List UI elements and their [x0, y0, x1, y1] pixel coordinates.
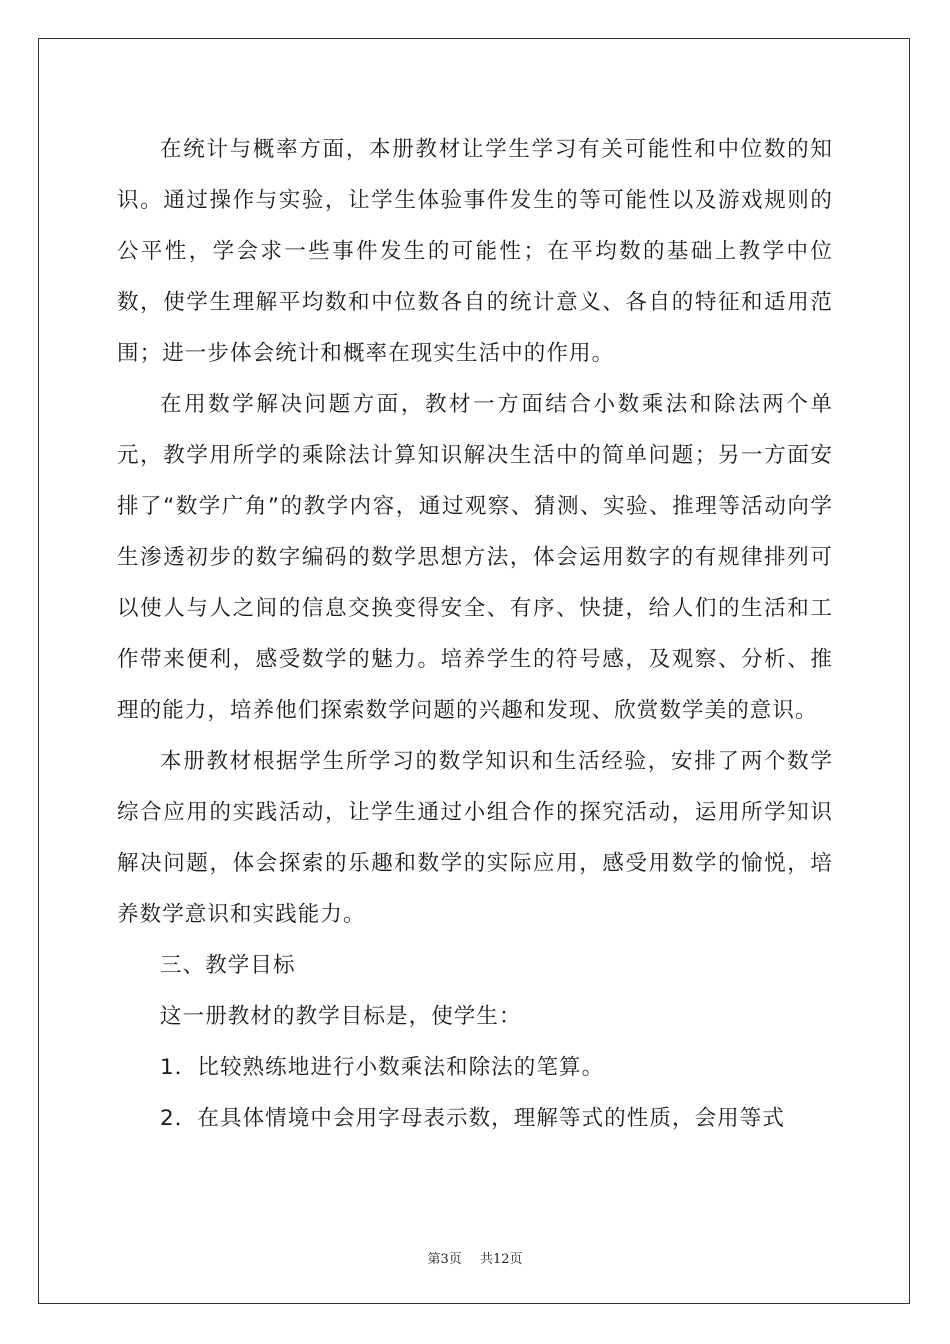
page-total: 共12页 [479, 1252, 523, 1267]
document-body [117, 124, 833, 1144]
list-item-goal-1: 1．比较熟练地进行小数乘法和除法的笔算。 [160, 1055, 605, 1080]
paragraph-statistics-probability: 在统计与概率方面，本册教材让学生学习有关可能性和中位数的知识。通过操作与实验，让学生体验事件发生的等可能性以及游戏规则的公平性，学会求一些事件发生的可能性；在平均数的基础上教学中位数，使学生理解平均数和中位数各自的统计意义、各自的特征和适用范围；进一步体会统计和概率在现实生活中的作用。 [117, 137, 833, 366]
page-number: 第3页 [427, 1252, 462, 1267]
paragraph-practice-activities: 本册教材根据学生所学习的数学知识和生活经验，安排了两个数学综合应用的实践活动，让学生通过小组合作的探究活动，运用所学知识解决问题，体会探索的乐趣和数学的实际应用，感受用数学的愉悦，培养数学意识和实践能力。 [117, 749, 833, 927]
page-footer [0, 1248, 950, 1267]
section-heading-teaching-goals: 三、教学目标 [160, 953, 296, 978]
paragraph-goals-intro: 这一册教材的教学目标是，使学生： [160, 1004, 522, 1029]
paragraph-problem-solving: 在用数学解决问题方面，教材一方面结合小数乘法和除法两个单元，教学用所学的乘除法计算知识解决生活中的简单问题；另一方面安排了“数学广角”的教学内容，通过观察、猜测、实验、推理等活动向学生渗透初步的数字编码的数学思想方法，体会运用数字的有规律排列可以使人与人之间的信息交换变得安全、有序、快捷，给人们的生活和工作带来便利，感受数学的魅力。培养学生的符号感，及观察、分析、推理的能力，培养他们探索数学问题的兴趣和发现、欣赏数学美的意识。 [117, 392, 833, 723]
list-item-goal-2: 2．在具体情境中会用字母表示数，理解等式的性质，会用等式 [160, 1106, 785, 1131]
